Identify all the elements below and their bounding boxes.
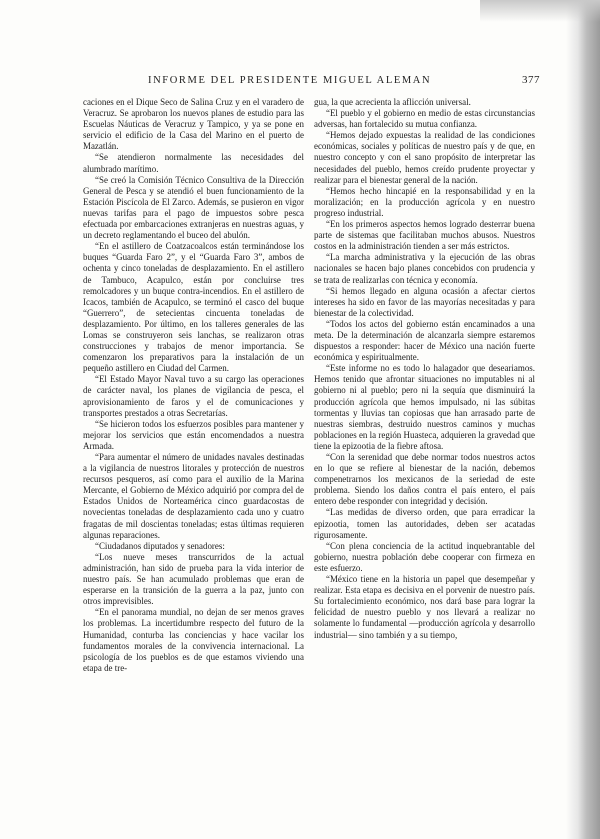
- paragraph: “Con la serenidad que debe normar todos nuestros actos en lo que se refiere al bienestar de la nación, debemos compenetrarnos los mexicanos de la seriedad de este problema. Siendo los daños contra el país entero, el país entero debe responder con integridad y decisión.: [314, 452, 535, 507]
- page-number: 377: [522, 74, 540, 86]
- right-text-column: [314, 97, 535, 822]
- scan-shadow-corner: [480, 0, 600, 22]
- page-header: [148, 74, 540, 88]
- left-text-column: [83, 97, 304, 822]
- paragraph: “Se hicieron todos los esfuerzos posibles para mantener y mejorar los servicios que están encomendados a nuestra Armada.: [83, 418, 304, 451]
- paragraph: “Las medidas de diverso orden, que para erradicar la epizootia, tomen las autoridades, deben ser acatadas rigurosamente.: [314, 507, 535, 540]
- paragraph: “Se atendieron normalmente las necesidades del alumbrado marítimo.: [83, 152, 304, 174]
- paragraph: “El Estado Mayor Naval tuvo a su cargo las operaciones de carácter naval, los planes de vigilancia de pesca, el aprovisionamiento de faros y el de comunicaciones y transportes prestados a otras Secretarías.: [83, 374, 304, 418]
- paragraph: “Con plena conciencia de la actitud inquebrantable del gobierno, nuestra población debe cooperar con firmeza en este esfuerzo.: [314, 540, 535, 573]
- paragraph: “Hemos dejado expuestas la realidad de las condiciones económicas, sociales y políticas de nuestro país y de que, en nuestro concepto y con el sano propósito de interpretar las necesidades del pueblo, hemos creído prudente proyectar y realizar para el bienestar general de la nación.: [314, 130, 535, 185]
- paragraph: “Ciudadanos diputados y senadores:: [95, 540, 225, 551]
- paragraph: “Para aumentar el número de unidades navales destinadas a la vigilancia de nuestros litorales y protección de nuestros recursos pesqueros, así como para el auxilio de la Marina Mercante, el Gobierno de México adquirió por compra del de Estados Unidos de Norteamérica cinco guardacostas de novecientas toneladas de desplazamiento cada uno y cuatro fragatas de mil doscientas toneladas; estas últimas requieren algunas reparaciones.: [83, 452, 304, 540]
- paragraph: gua, la que acrecienta la aflicción universal.: [314, 97, 471, 107]
- paragraph: “En el panorama mundial, no dejan de ser menos graves los problemas. La incertidumbre respecto del futuro de la Humanidad, conturba las conciencias y hace vacilar los fundamentos morales de la convivencia internacional. La psicología de los pueblos es de que estamos viviendo una etapa de tre-: [83, 607, 304, 673]
- paragraph: “Se creó la Comisión Técnico Consultiva de la Dirección General de Pesca y se atendió el buen funcionamiento de la Estación Piscícola de El Zarco. Además, se pusieron en vigor nuevas tarifas para el pago de impuestos sobre pesca efectuada por embarcaciones extranjeras en nuestras aguas, y un decreto reglamentando el buceo del abulón.: [83, 174, 304, 241]
- scan-shadow-edge: [566, 0, 600, 839]
- paragraph: “En los primeros aspectos hemos logrado desterrar buena parte de sistemas que facilitaban muchos abusos. Nuestros costos en la administración tienden a ser más estrictos.: [314, 219, 535, 252]
- paragraph: “En el astillero de Coatzacoalcos están terminándose los buques “Guarda Faro 2”, y el “Guarda Faro 3”, ambos de ochenta y cinco toneladas de desplazamiento. En el astillero de Tambuco, Acapulco, están por concluirse tres remolcadores y un buque contra-incendios. En el astillero de Icacos, también de Acapulco, se terminó el casco del buque “Guerrero”, de setecientas cincuenta toneladas de desplazamiento. Por último, en los talleres generales de las Lomas se construyeron seis lanchas, se realizaron otras construcciones y trabajos de menor importancia. Se comenzaron los preparativos para la instalación de un pequeño astillero en Ciudad del Carmen.: [83, 241, 304, 374]
- paragraph: “México tiene en la historia un papel que desempeñar y realizar. Esta etapa es decisiva en el porvenir de nuestro país. Su fortalecimiento económico, nos dará base para lograr la felicidad de nuestro pueblo y nos llevará a realizar no solamente lo fundamental —producción agrícola y desarrollo industrial— sino también y a su tiempo,: [314, 574, 535, 640]
- paragraph: “Todos los actos del gobierno están encaminados a una meta. De la determinación de alcanzarla siempre estaremos dispuestos a responder: hacer de México una nación fuerte económica y espiritualmente.: [314, 318, 535, 363]
- paragraph: “Hemos hecho hincapié en la responsabilidad y en la moralización; en la producción agrícola y en nuestro progreso industrial.: [314, 185, 535, 218]
- paragraph: “El pueblo y el gobierno en medio de estas circunstancias adversas, han fortalecido su mutua confianza.: [314, 108, 535, 130]
- running-title: INFORME DEL PRESIDENTE MIGUEL ALEMAN: [148, 75, 432, 86]
- paragraph: “Los nueve meses transcurridos de la actual administración, han sido de prueba para la vida interior de nuestro país. Se han acumulado problemas que eran de esperarse en la transición de la guerra a la paz, junto con otros imprevisibles.: [83, 551, 304, 607]
- paragraph: caciones en el Dique Seco de Salina Cruz y en el varadero de Veracruz. Se aprobaron los nuevos planes de estudio para las Escuelas Náuticas de Veracruz y Tampico, y ya se pone en servicio el edificio de la Casa del Marino en el puerto de Mazatlán.: [83, 97, 304, 152]
- paragraph: “Este informe no es todo lo halagador que deseariamos. Hemos tenido que afrontar situaciones no imputables ni al gobierno ni al pueblo; pero ni la sequía que disminuirá la producción agrícola que hemos impulsado, ni las súbitas tormentas y lluvias tan copiosas que han arrasado parte de nuestras siembras, destruido nuestros caminos y muchas poblaciones en la región Huasteca, adquieren la gravedad que tiene la epizootia de la fiebre aftosa.: [314, 363, 535, 451]
- paragraph: “Si hemos llegado en alguna ocasión a afectar ciertos intereses ha sido en favor de las mayorías necesitadas y para bienestar de la colectividad.: [314, 285, 535, 318]
- paragraph: “La marcha administrativa y la ejecución de las obras nacionales se hacen bajo planes concebidos con prudencia y se trata de realizarlas con técnica y economía.: [314, 252, 535, 285]
